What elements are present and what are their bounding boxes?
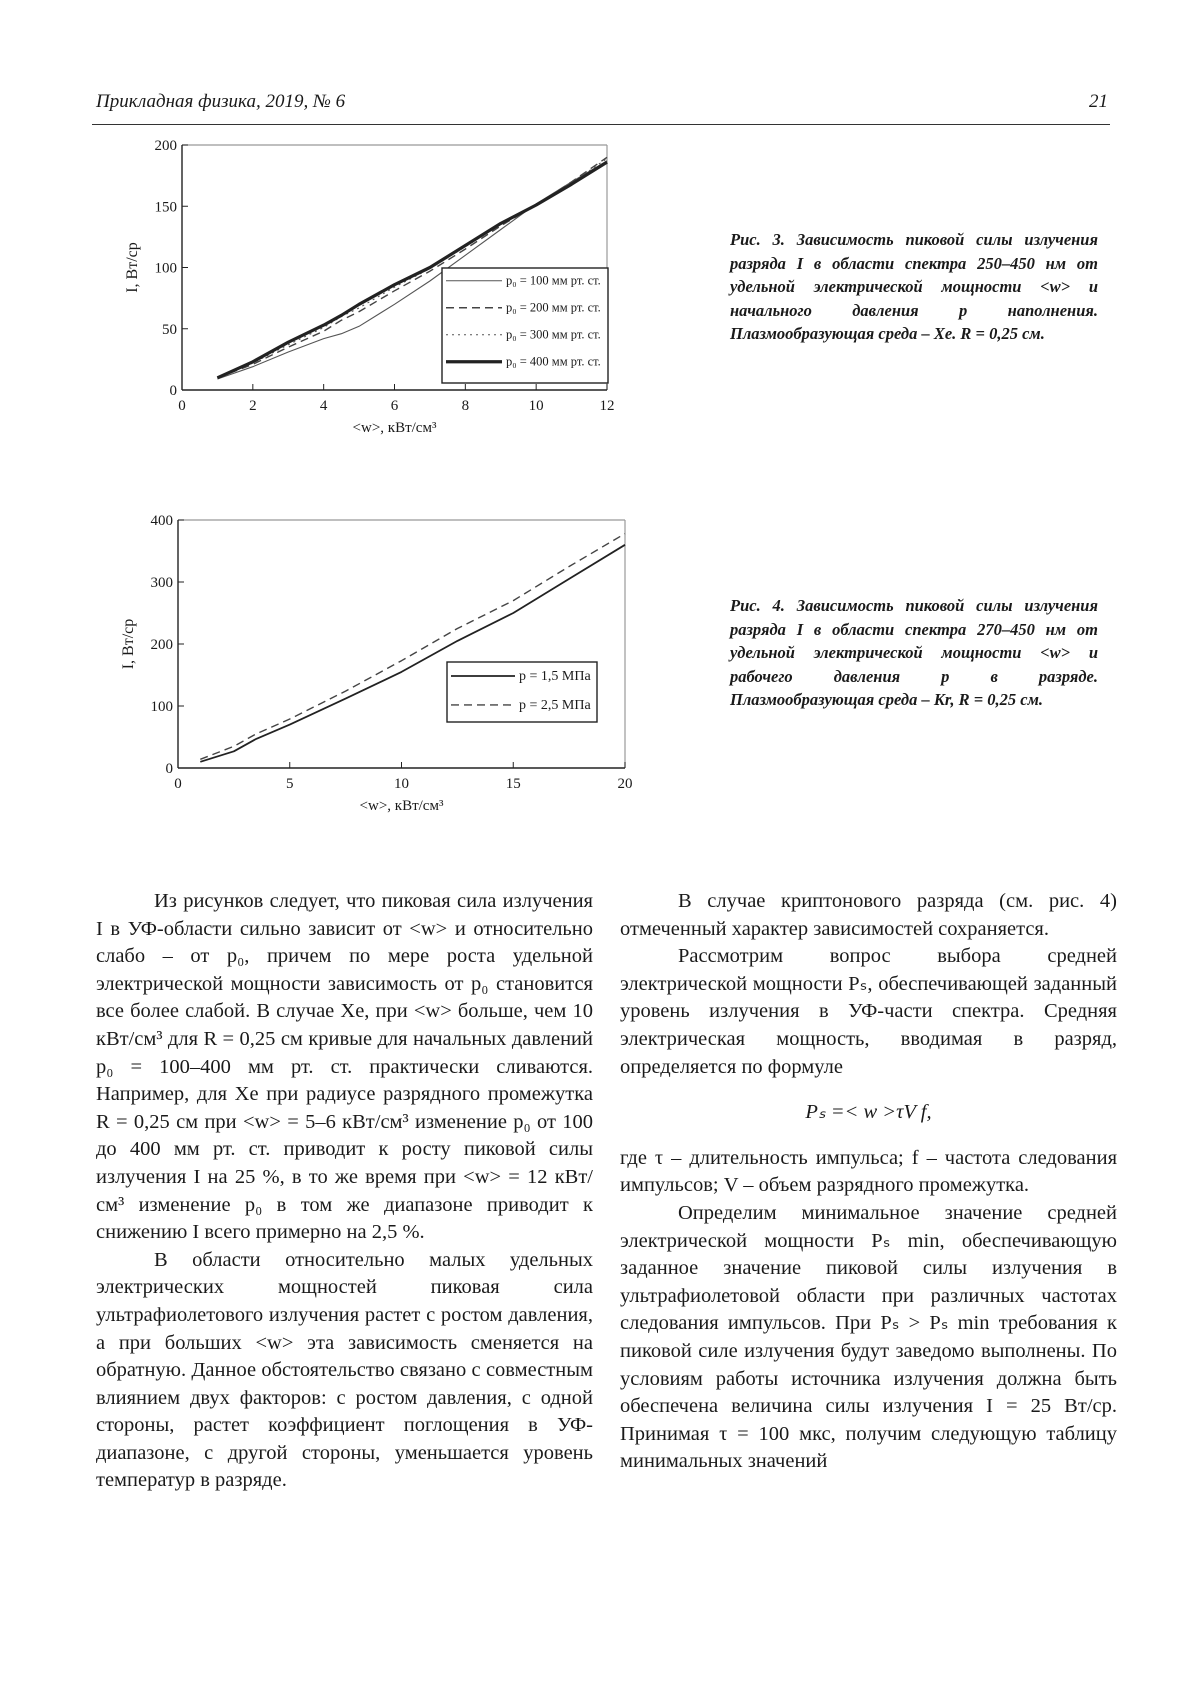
- legend-label: p₀ = 100 мм рт. ст.: [506, 273, 601, 288]
- formula: Pₛ =< w >τV f,: [805, 1101, 932, 1124]
- x-tick-label: 15: [505, 776, 521, 792]
- y-tick-label: 200: [150, 637, 173, 653]
- legend-label: p₀ = 400 мм рт. ст.: [506, 354, 601, 369]
- y-tick-label: 0: [165, 761, 173, 777]
- x-tick-label: 0: [178, 398, 186, 414]
- x-tick-label: 10: [528, 398, 544, 414]
- legend-label: p₀ = 300 мм рт. ст.: [506, 327, 601, 342]
- figure-4-svg: [110, 505, 690, 835]
- x-tick-label: 6: [390, 398, 399, 414]
- right-text-column: [620, 888, 1117, 1476]
- paragraph: В случае криптонового разряда (см. рис. 4) отмеченный характер зависимостей сохраняется.: [620, 890, 1117, 940]
- journal-running-head: Прикладная физика, 2019, № 6: [96, 91, 346, 112]
- y-tick-label: 100: [154, 260, 177, 277]
- figure-3-svg: [110, 130, 690, 460]
- y-axis-label: I, Вт/ср: [124, 242, 141, 293]
- x-tick-label: 5: [286, 776, 294, 792]
- figure-4-caption: Рис. 4. Зависимость пиковой силы излучения разряда I в области спектра 270–450 нм от удельной электрической мощности <w> и рабочего давления p в разряде. Плазмообразующая среда – Kr, R = 0,25 см.: [730, 596, 1098, 709]
- x-tick-label: 12: [599, 398, 615, 414]
- paragraph: Из рисунков следует, что пиковая сила излучения I в УФ-области сильно зависит от <w> и относительно слабо – от p₀, причем по мере роста удельной электрической мощности зависимость от p₀ становится все более слабой. В случае Xe, при <w> больше, чем 10 кВт/см³ для R = 0,25 см кривые для начальных давлений p₀ = 100–400 мм рт. ст. практически сливаются. Например, для Xe при радиусе разрядного промежутка R = 0,25 см при <w> = 5–6 кВт/см³ изменение p₀ от 100 до 400 мм рт. ст. приводит к росту пиковой силы излучения I на 25 %, в то же время при <w> = 12 кВт/см³ изменение p₀ в том же диапазоне приводит к снижению I всего примерно на 2,5 %.: [96, 890, 593, 1244]
- y-tick-label: 0: [169, 383, 177, 399]
- left-text-column: [96, 888, 593, 1495]
- series-line: [200, 545, 625, 762]
- y-axis-label: I, Вт/ср: [120, 618, 137, 670]
- legend-label: p = 1,5 МПа: [519, 668, 591, 684]
- legend-label: p = 2,5 МПа: [519, 697, 591, 713]
- figure-3-caption: Рис. 3. Зависимость пиковой силы излучения разряда I в области спектра 250–450 нм от удельной электрической мощности <w> и начального давления p наполнения. Плазмообразующая среда – Xe. R = 0,25 см.: [730, 230, 1098, 343]
- paragraph: где τ – длительность импульса; f – частота следования импульсов; V – объем разрядного промежутка.: [620, 1146, 1117, 1197]
- paragraph: Определим минимальное значение средней электрической мощности Pₛ min, обеспечивающую заданное значение пиковой силы излучения в ультрафиолетовой области при различных частотах следования импульсов. При Pₛ > Pₛ min требования к пиковой силе излучения будут заведомо выполнены. По условиям работы источника излучения должна быть обеспечена величина силы излучения I = 25 Вт/ср. Принимая τ = 100 мкс, получим следующую таблицу минимальных значений: [620, 1201, 1117, 1473]
- header-rule: [92, 124, 1110, 125]
- y-tick-label: 300: [150, 575, 173, 591]
- x-axis-label: <w>, кВт/см³: [352, 420, 437, 436]
- paragraph: Рассмотрим вопрос выбора средней электрической мощности Pₛ, обеспечивающей заданный уровень излучения в УФ-части спектра. Средняя электрическая мощность, вводимая в разряд, определяется по формуле: [620, 945, 1117, 1078]
- y-tick-label: 50: [162, 321, 177, 338]
- y-tick-label: 200: [154, 138, 177, 154]
- y-tick-label: 400: [150, 513, 173, 529]
- x-axis-label: <w>, кВт/см³: [359, 798, 444, 814]
- page-number: 21: [1089, 91, 1108, 112]
- series-line: [200, 534, 625, 760]
- x-tick-label: 20: [617, 776, 633, 792]
- paragraph: В области относительно малых удельных электрических мощностей пиковая сила ультрафиолетового излучения растет с ростом давления, а при больших <w> эта зависимость сменяется на обратную. Данное обстоятельство связано с совместным влиянием двух факторов: с ростом давления, с одной стороны, растет коэффициент поглощения в УФ-диапазоне, с другой стороны, уменьшается уровень температур в разряде.: [96, 1248, 593, 1492]
- x-tick-label: 8: [461, 398, 470, 414]
- figure-3-chart: [110, 130, 690, 460]
- y-tick-label: 150: [154, 199, 177, 216]
- figure-4-chart: [110, 505, 690, 835]
- x-tick-label: 0: [174, 776, 182, 792]
- x-tick-label: 2: [249, 398, 257, 414]
- x-tick-label: 4: [319, 398, 328, 414]
- legend-label: p₀ = 200 мм рт. ст.: [506, 300, 601, 315]
- x-tick-label: 10: [394, 776, 409, 792]
- y-tick-label: 100: [150, 699, 173, 715]
